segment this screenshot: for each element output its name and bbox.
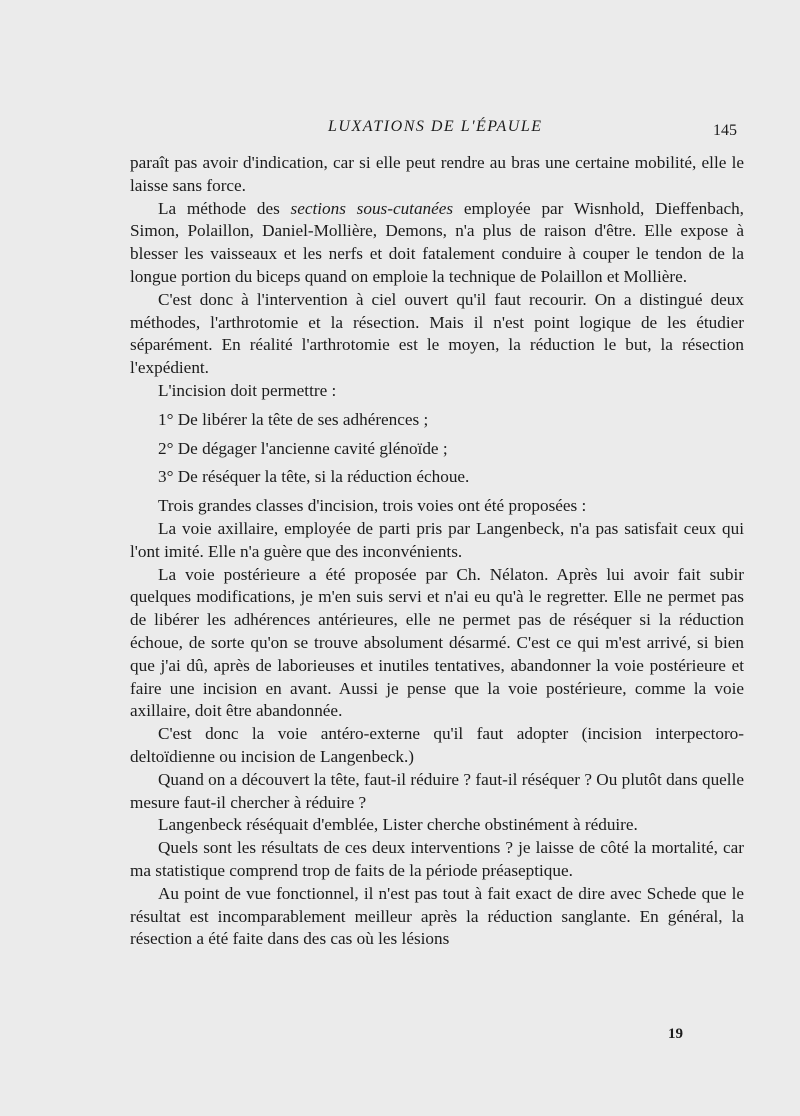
paragraph: Trois grandes classes d'incision, trois voies ont été proposées : [158, 496, 587, 516]
list-item: 1° De libérer la tête de ses adhérences ; [158, 409, 429, 429]
paragraph: Quels sont les résultats de ces deux interventions ? je laisse de côté la mortalité, car ma statistique comprend trop de faits de la période préaseptique. [130, 838, 744, 880]
running-head [0, 116, 800, 140]
paragraph: Langenbeck réséquait d'emblée, Lister cherche obstinément à réduire. [158, 815, 638, 835]
paragraph: C'est donc la voie antéro-externe qu'il faut adopter (incision interpectoro-deltoïdienne ou incision de Langenbeck.) [130, 724, 744, 766]
list-item: 3° De réséquer la tête, si la réduction échoue. [158, 467, 470, 487]
paragraph: Quand on a découvert la tête, faut-il réduire ? faut-il réséquer ? Ou plutôt dans quelle mesure faut-il chercher à réduire ? [130, 769, 744, 812]
paragraph: L'incision doit permettre : [158, 380, 337, 400]
body-text [130, 152, 744, 951]
running-title: LUXATIONS DE L'ÉPAULE [328, 118, 543, 135]
italic-term: sections sous-cutanées [290, 198, 454, 218]
page-number: 145 [713, 122, 737, 139]
list-item: 2° De dégager l'ancienne cavité glénoïde ; [158, 438, 448, 458]
paragraph: La voie axillaire, employée de parti pris par Langenbeck, n'a pas satisfait ceux qui l'ont imité. Elle n'a guère que des inconvénients. [130, 518, 744, 561]
signature-mark: 19 [668, 1026, 683, 1042]
paragraph: La voie postérieure a été proposée par Ch. Nélaton. Après lui avoir fait subir quelques modifications, je m'en suis servi et n'ai eu qu'à le regretter. Elle ne permet pas de libérer les adhérences antérieures, elle ne permet pas de réséquer si la réduction échoue, de sorte qu'on se trouve absolument désarmé. C'est ce qui m'est arrivé, si bien que j'ai dû, après de laborieuses et inutiles tentatives, abandonner la voie postérieure et faire une incision en avant. Aussi je pense que la voie postérieure, comme la voie axillaire, doit être abandonnée. [130, 564, 744, 721]
paragraph: La méthode des sections sous-cutanées employée par Wisnhold, Dieffenbach, Simon, Polaillon, Daniel-Mollière, Demons, n'a plus de raison d'être. Elle expose à blesser les vaisseaux et les nerfs et doit fatalement conduire à couper le tendon de la longue portion du biceps quand on emploie la technique de Polaillon et Mollière. [130, 198, 744, 286]
paragraph: paraît pas avoir d'indication, car si elle peut rendre au bras une certaine mobilité, elle le laisse sans force. [130, 153, 744, 195]
paragraph: C'est donc à l'intervention à ciel ouvert qu'il faut recourir. On a distingué deux méthodes, l'arthrotomie et la résection. Mais il n'est point logique de les étudier séparément. En réalité l'arthrotomie est le moyen, la réduction le but, la résection l'expédient. [130, 289, 744, 378]
paragraph: Au point de vue fonctionnel, il n'est pas tout à fait exact de dire avec Schede que le résultat est incomparablement meilleur après la réduction sanglante. En général, la résection a été faite dans des cas où les lésions [130, 883, 744, 949]
